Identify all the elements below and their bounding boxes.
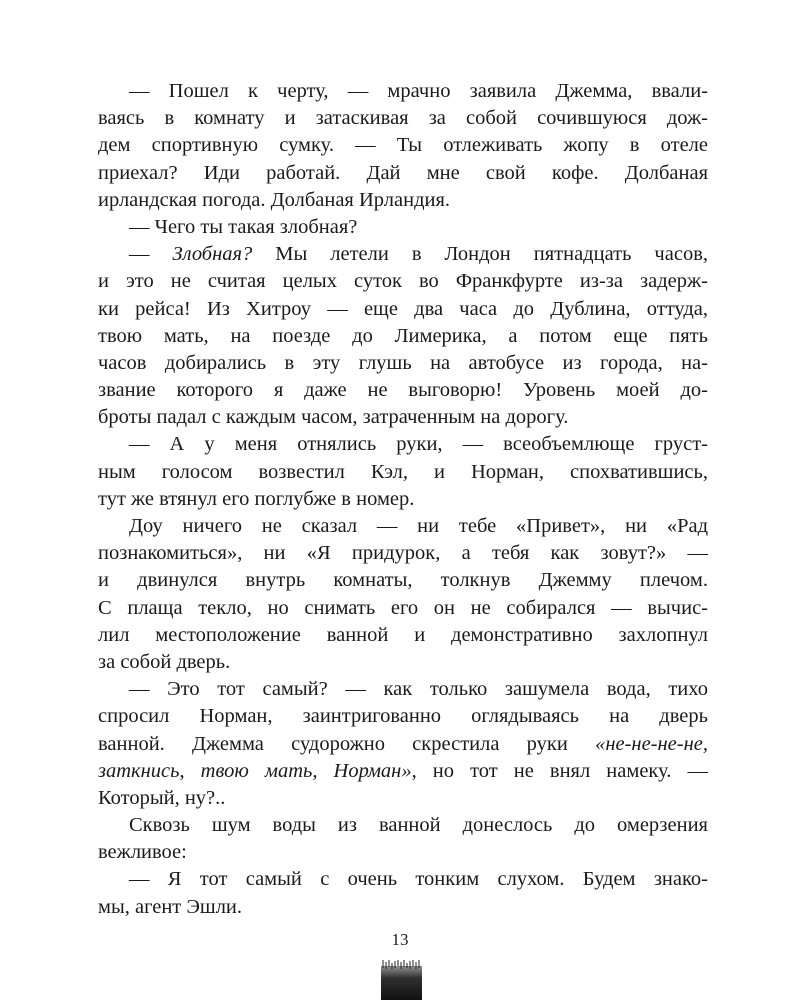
line-text: и это не считая целых суток во Франкфурте из-за задерж-	[98, 270, 708, 293]
line-text-after: , но тот не внял намеку. —	[411, 759, 708, 782]
line-text: мы, агент Эшли.	[98, 895, 243, 918]
line-text: дем спортивную сумку. — Ты отлеживать жопу в отеле	[98, 134, 708, 157]
italic-text: заткнись, твою мать, Норман»	[98, 759, 412, 782]
line-text: — Я тот самый с очень тонким слухом. Будем знако-	[129, 868, 708, 891]
text-line	[98, 622, 708, 649]
line-text: часов добирались в эту глушь на автобусе из города, на-	[98, 351, 708, 374]
text-line	[98, 160, 708, 187]
line-text: — Пошел к черту, — мрачно заявила Джемма, ввали-	[129, 80, 708, 102]
line-text: Доу ничего не сказал — ни тебе «Привет», ни «Рад	[129, 515, 708, 537]
text-line	[98, 839, 708, 866]
line-text: ваясь в комнату и затаскивая за собой сочившуюся дож-	[98, 107, 708, 130]
text-line	[98, 431, 708, 458]
line-text: — А у меня отнялись руки, — всеобъемлюще груст-	[129, 433, 708, 456]
line-text: — Это тот самый? — как только зашумела вода, тихо	[129, 678, 708, 701]
text-line	[98, 595, 708, 622]
text-line	[98, 758, 708, 785]
text-line	[98, 649, 708, 676]
text-line	[98, 812, 708, 839]
body-text	[98, 78, 708, 921]
line-text: ным голосом возвестил Кэл, и Норман, спохватившись,	[98, 460, 708, 483]
text-line	[98, 241, 708, 268]
text-line	[98, 731, 708, 758]
line-text-after: Мы летели в Лондон пятнадцать часов,	[252, 243, 708, 266]
line-text: твою мать, на поезде до Лимерика, а потом еще пять	[98, 324, 708, 347]
text-line	[98, 350, 708, 377]
line-text: познакомиться», ни «Я придурок, а тебя как зовут?» —	[98, 542, 708, 565]
text-line	[98, 296, 708, 323]
text-line	[98, 567, 708, 594]
line-text: Который, ну?..	[98, 786, 226, 809]
text-line	[98, 785, 708, 812]
line-text: — Чего ты такая злобная?	[129, 215, 358, 238]
line-text: лил местоположение ванной и демонстративно захлопнул	[98, 623, 708, 646]
text-line	[98, 894, 708, 921]
line-text: и двинулся внутрь комнаты, толкнув Джемму плечом.	[98, 569, 708, 592]
line-text: за собой дверь.	[98, 650, 231, 673]
line-text: ки рейса! Из Хитроу — еще два часа до Дублина, оттуда,	[98, 297, 708, 320]
page-edge-mark	[381, 960, 422, 1000]
line-text: ванной. Джемма судорожно скрестила руки	[98, 732, 596, 755]
line-text: вежливое:	[98, 841, 187, 864]
text-line	[98, 323, 708, 350]
text-line	[98, 540, 708, 567]
line-text: Сквозь шум воды из ванной донеслось до омерзения	[129, 814, 708, 837]
text-line	[98, 676, 708, 703]
text-line	[98, 486, 708, 513]
line-text: ирландская погода. Долбаная Ирландия.	[98, 188, 451, 211]
line-text: спросил Норман, заинтригованно оглядываясь на дверь	[98, 705, 708, 728]
line-text: С плаща текло, но снимать его он не собирался — вычис-	[98, 596, 708, 619]
text-line	[98, 78, 708, 105]
text-line	[98, 105, 708, 132]
line-text: —	[129, 243, 173, 266]
text-line	[98, 866, 708, 893]
line-text: тут же втянул его поглубже в номер.	[98, 487, 415, 510]
text-line	[98, 187, 708, 214]
text-line	[98, 268, 708, 295]
line-text: приехал? Иди работай. Дай мне свой кофе. Долбаная	[98, 161, 708, 184]
text-line	[98, 377, 708, 404]
line-text: броты падал с каждым часом, затраченным на дорогу.	[98, 406, 569, 429]
text-line	[98, 214, 708, 241]
text-line	[98, 404, 708, 431]
page-number: 13	[391, 930, 409, 949]
italic-text: Злобная?	[172, 243, 253, 266]
text-line	[98, 703, 708, 730]
line-text: звание которого я даже не выговорю! Уровень моей до-	[98, 379, 708, 402]
text-line	[98, 513, 708, 540]
text-line	[98, 459, 708, 486]
text-line	[98, 132, 708, 159]
italic-text: «не-не-не-не,	[595, 732, 708, 755]
